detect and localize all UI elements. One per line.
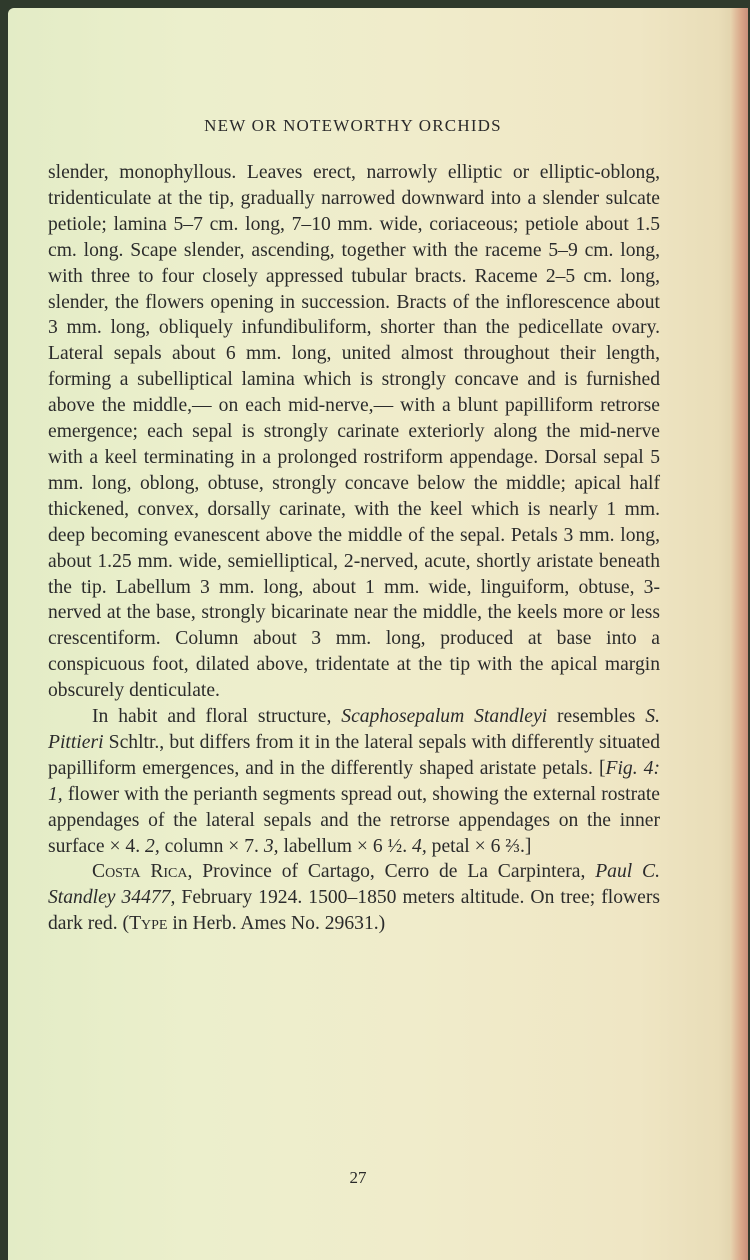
text-run: Schltr., but differs from it in the lateral sepals with differently situated papilliform emergences, and in the differently shaped aristate petals. [ — [48, 731, 660, 779]
text-run: petal × 6 ⅔.] — [426, 835, 532, 857]
text-run: flower with the perianth segments spread out, showing the external rostrate appendages of the lateral sepals and the retrorse appendages on the inner surface × 4. — [48, 783, 660, 857]
figure-item-2: 2, — [145, 835, 160, 857]
text-run: February 1924. 1500–1850 meters altitude. On tree; flowers dark red. ( — [48, 887, 660, 935]
type-smallcaps: Type — [129, 913, 168, 935]
compared-species-name: S. Pittieri — [48, 706, 660, 753]
figure-reference: Fig. 4: 1, — [48, 757, 660, 805]
text-run: labellum × 6 ½. — [278, 835, 413, 857]
text-run: , Province of Cartago, Cerro de La Carpintera, — [187, 861, 596, 883]
figure-item-3: 3, — [263, 835, 279, 857]
book-page — [8, 8, 748, 1260]
text-run: In habit and floral structure, — [92, 706, 342, 728]
text-run: column × 7. — [159, 835, 264, 857]
specimen-paragraph — [48, 859, 660, 937]
species-name: Scaphosepalum Standleyi — [341, 706, 548, 728]
description-paragraph: slender, monophyllous. Leaves erect, narrowly elliptic or elliptic-oblong, tridenticulate at the tip, gradually narrowed downward into a slender sulcate petiole; lamina 5–7 cm. long, 7–10 mm. wide, coriaceous; petiole about 1.5 cm. long. Scape slender, ascending, together with the raceme 5–9 cm. long, with three to four closely appressed tubular bracts. Raceme 2–5 cm. long, slender, the flowers opening in succession. Bracts of the inflorescence about 3 mm. long, obliquely infundibuliform, shorter than the pedicellate ovary. Lateral sepals about 6 mm. long, united almost throughout their length, forming a subelliptical lamina which is strongly concave and is furnished above the middle,— on each mid-nerve,— with a blunt papilliform retrorse emergence; each sepal is strongly carinate exteriorly along the mid-nerve with a keel terminating in a prolonged rostriform appendage. Dorsal sepal 5 mm. long, oblong, obtuse, strongly concave below the middle; apical half thickened, convex, dorsally carinate, with the keel which is nearly 1 mm. deep becoming evanescent above the middle of the sepal. Petals 3 mm. long, about 1.25 mm. wide, semielliptical, 2-nerved, acute, shortly aristate beneath the tip. Labellum 3 mm. long, about 1 mm. wide, linguiform, obtuse, 3-nerved at the base, strongly bicarinate near the middle, the keels more or less crescentiform. Column about 3 mm. long, produced at base into a conspicuous foot, dilated above, tridentate at the tip with the apical margin obscurely denticulate. — [48, 162, 660, 702]
discussion-paragraph — [48, 704, 660, 859]
running-head: NEW OR NOTEWORTHY ORCHIDS — [204, 116, 502, 135]
figure-item-4: 4, — [412, 835, 427, 857]
page-edge — [730, 8, 748, 1260]
body-text — [48, 160, 660, 937]
text-run: resembles — [547, 706, 646, 728]
text-run: in Herb. Ames No. 29631.) — [167, 913, 386, 935]
collector-citation: Paul C. Standley 34477, — [48, 861, 661, 909]
page-number: 27 — [349, 1168, 367, 1187]
locality-smallcaps: Costa Rica — [92, 861, 188, 883]
